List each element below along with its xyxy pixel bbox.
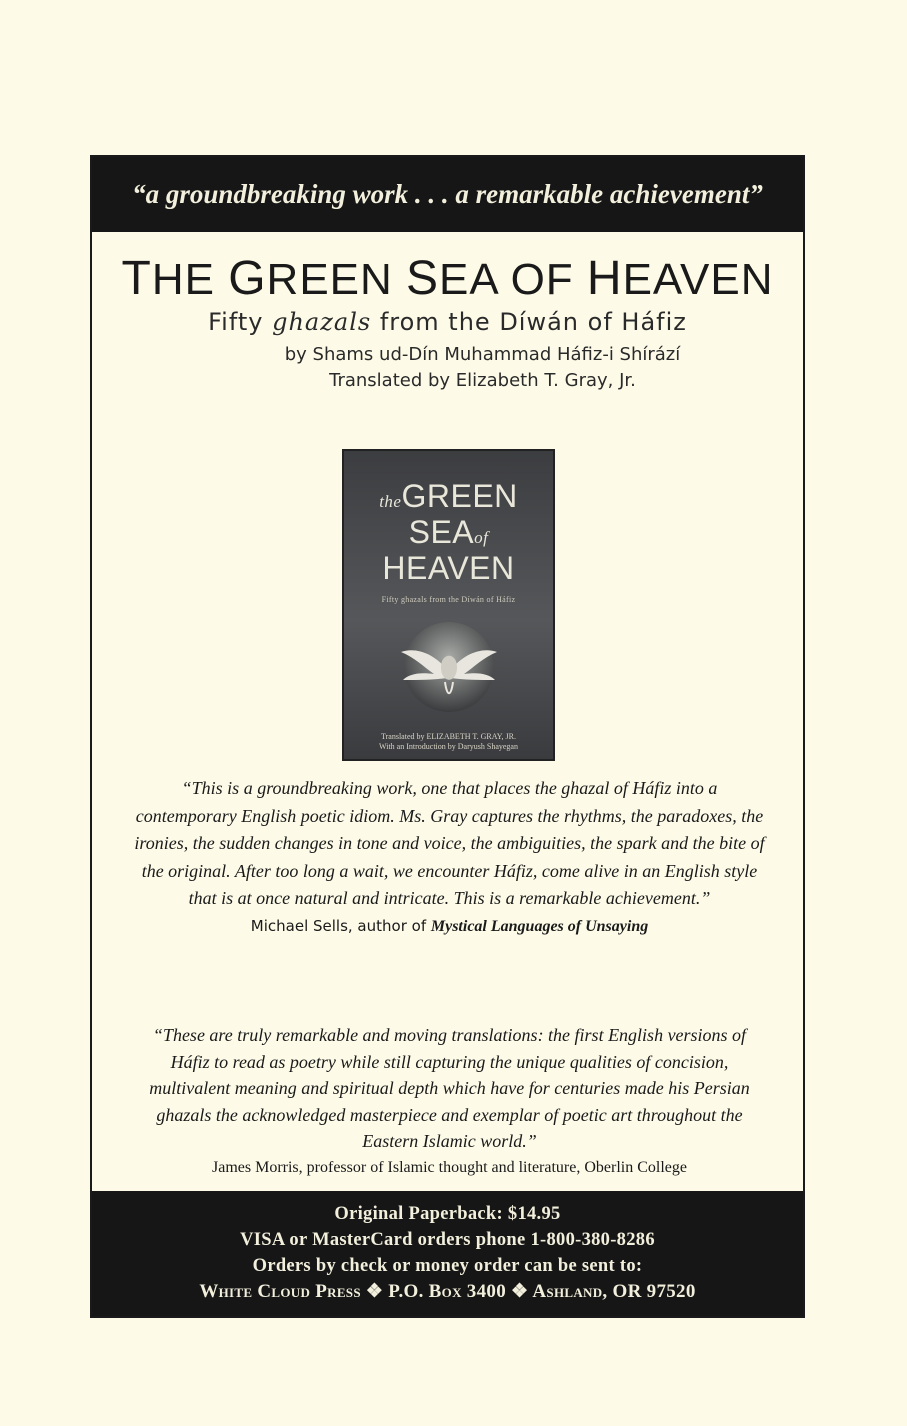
title-initial: G (228, 252, 267, 305)
review-quote-1 (132, 775, 767, 940)
cover-credit: Translated by ELIZABETH T. GRAY, JR. With an Introduction by Daryush Shayegan (379, 732, 518, 751)
book-cover-image (342, 449, 555, 761)
book-subtitle: Fifty ghazals from the Díwán of Háfiz (208, 308, 687, 337)
review-attribution: Michael Sells, author of Mystical Languages of Unsaying (250, 916, 649, 935)
title-word: REEN (266, 255, 393, 304)
author-line: by Shams ud-Dín Muhammad Háfiz-i Shírází (284, 344, 681, 366)
winged-globe-icon (389, 612, 509, 722)
review-quote-2 (132, 1022, 767, 1181)
price-line: Original Paperback: $14.95 (334, 1204, 561, 1224)
review-text: “These are truly remarkable and moving translations: the first English versions of Háfiz to read as poetry while still capturing the unique qualities of concision, multivalent meaning and spiritual depth which have for centuries made his Persian ghazals the acknowledged masterpiece and exemplar of poetic art throughout the Eastern Islamic world.” (149, 1025, 750, 1151)
translator-line: Translated by Elizabeth T. Gray, Jr. (329, 370, 636, 392)
publisher-address: White Cloud Press ❖ P.O. Box 3400 ❖ Ashland, OR 97520 (199, 1281, 696, 1302)
mail-order-line: Orders by check or money order can be sent to: (252, 1256, 643, 1276)
review-text: “This is a groundbreaking work, one that places the ghazal of Háfiz into a contemporary English poetic idiom. Ms. Gray captures the rhythms, the paradoxes, the ironies, the sudden changes in tone and voice, the ambiguities, the spark and the bite of the original. After too long a wait, we encounter Háfiz, come alive in an English style that is at once natural and intricate. This is a remarkable achievement.” (134, 778, 765, 908)
title-word: OF (510, 255, 574, 304)
cover-title: theGREEN SEAof HEAVEN (379, 478, 518, 586)
phone-order-line: VISA or MasterCard orders phone 1-800-380-8286 (240, 1230, 655, 1250)
book-advertisement (90, 155, 805, 1318)
review-attribution: James Morris, professor of Islamic thought and literature, Oberlin College (212, 1158, 687, 1176)
title-word: EAVEN (622, 255, 774, 304)
header-quote-banner (92, 157, 803, 232)
title-initial: H (586, 252, 623, 305)
title-initial: T (121, 252, 152, 305)
title-word: HE (151, 255, 215, 304)
cover-subtitle: Fifty ghazals from the Díwán of Háfiz (381, 595, 516, 604)
title-word: EA (439, 255, 498, 304)
title-initial: S (406, 252, 440, 305)
header-quote: “a groundbreaking work . . . a remarkable achievement” (132, 179, 763, 209)
book-title (92, 254, 803, 304)
order-info-banner (92, 1191, 803, 1316)
byline (162, 342, 803, 394)
